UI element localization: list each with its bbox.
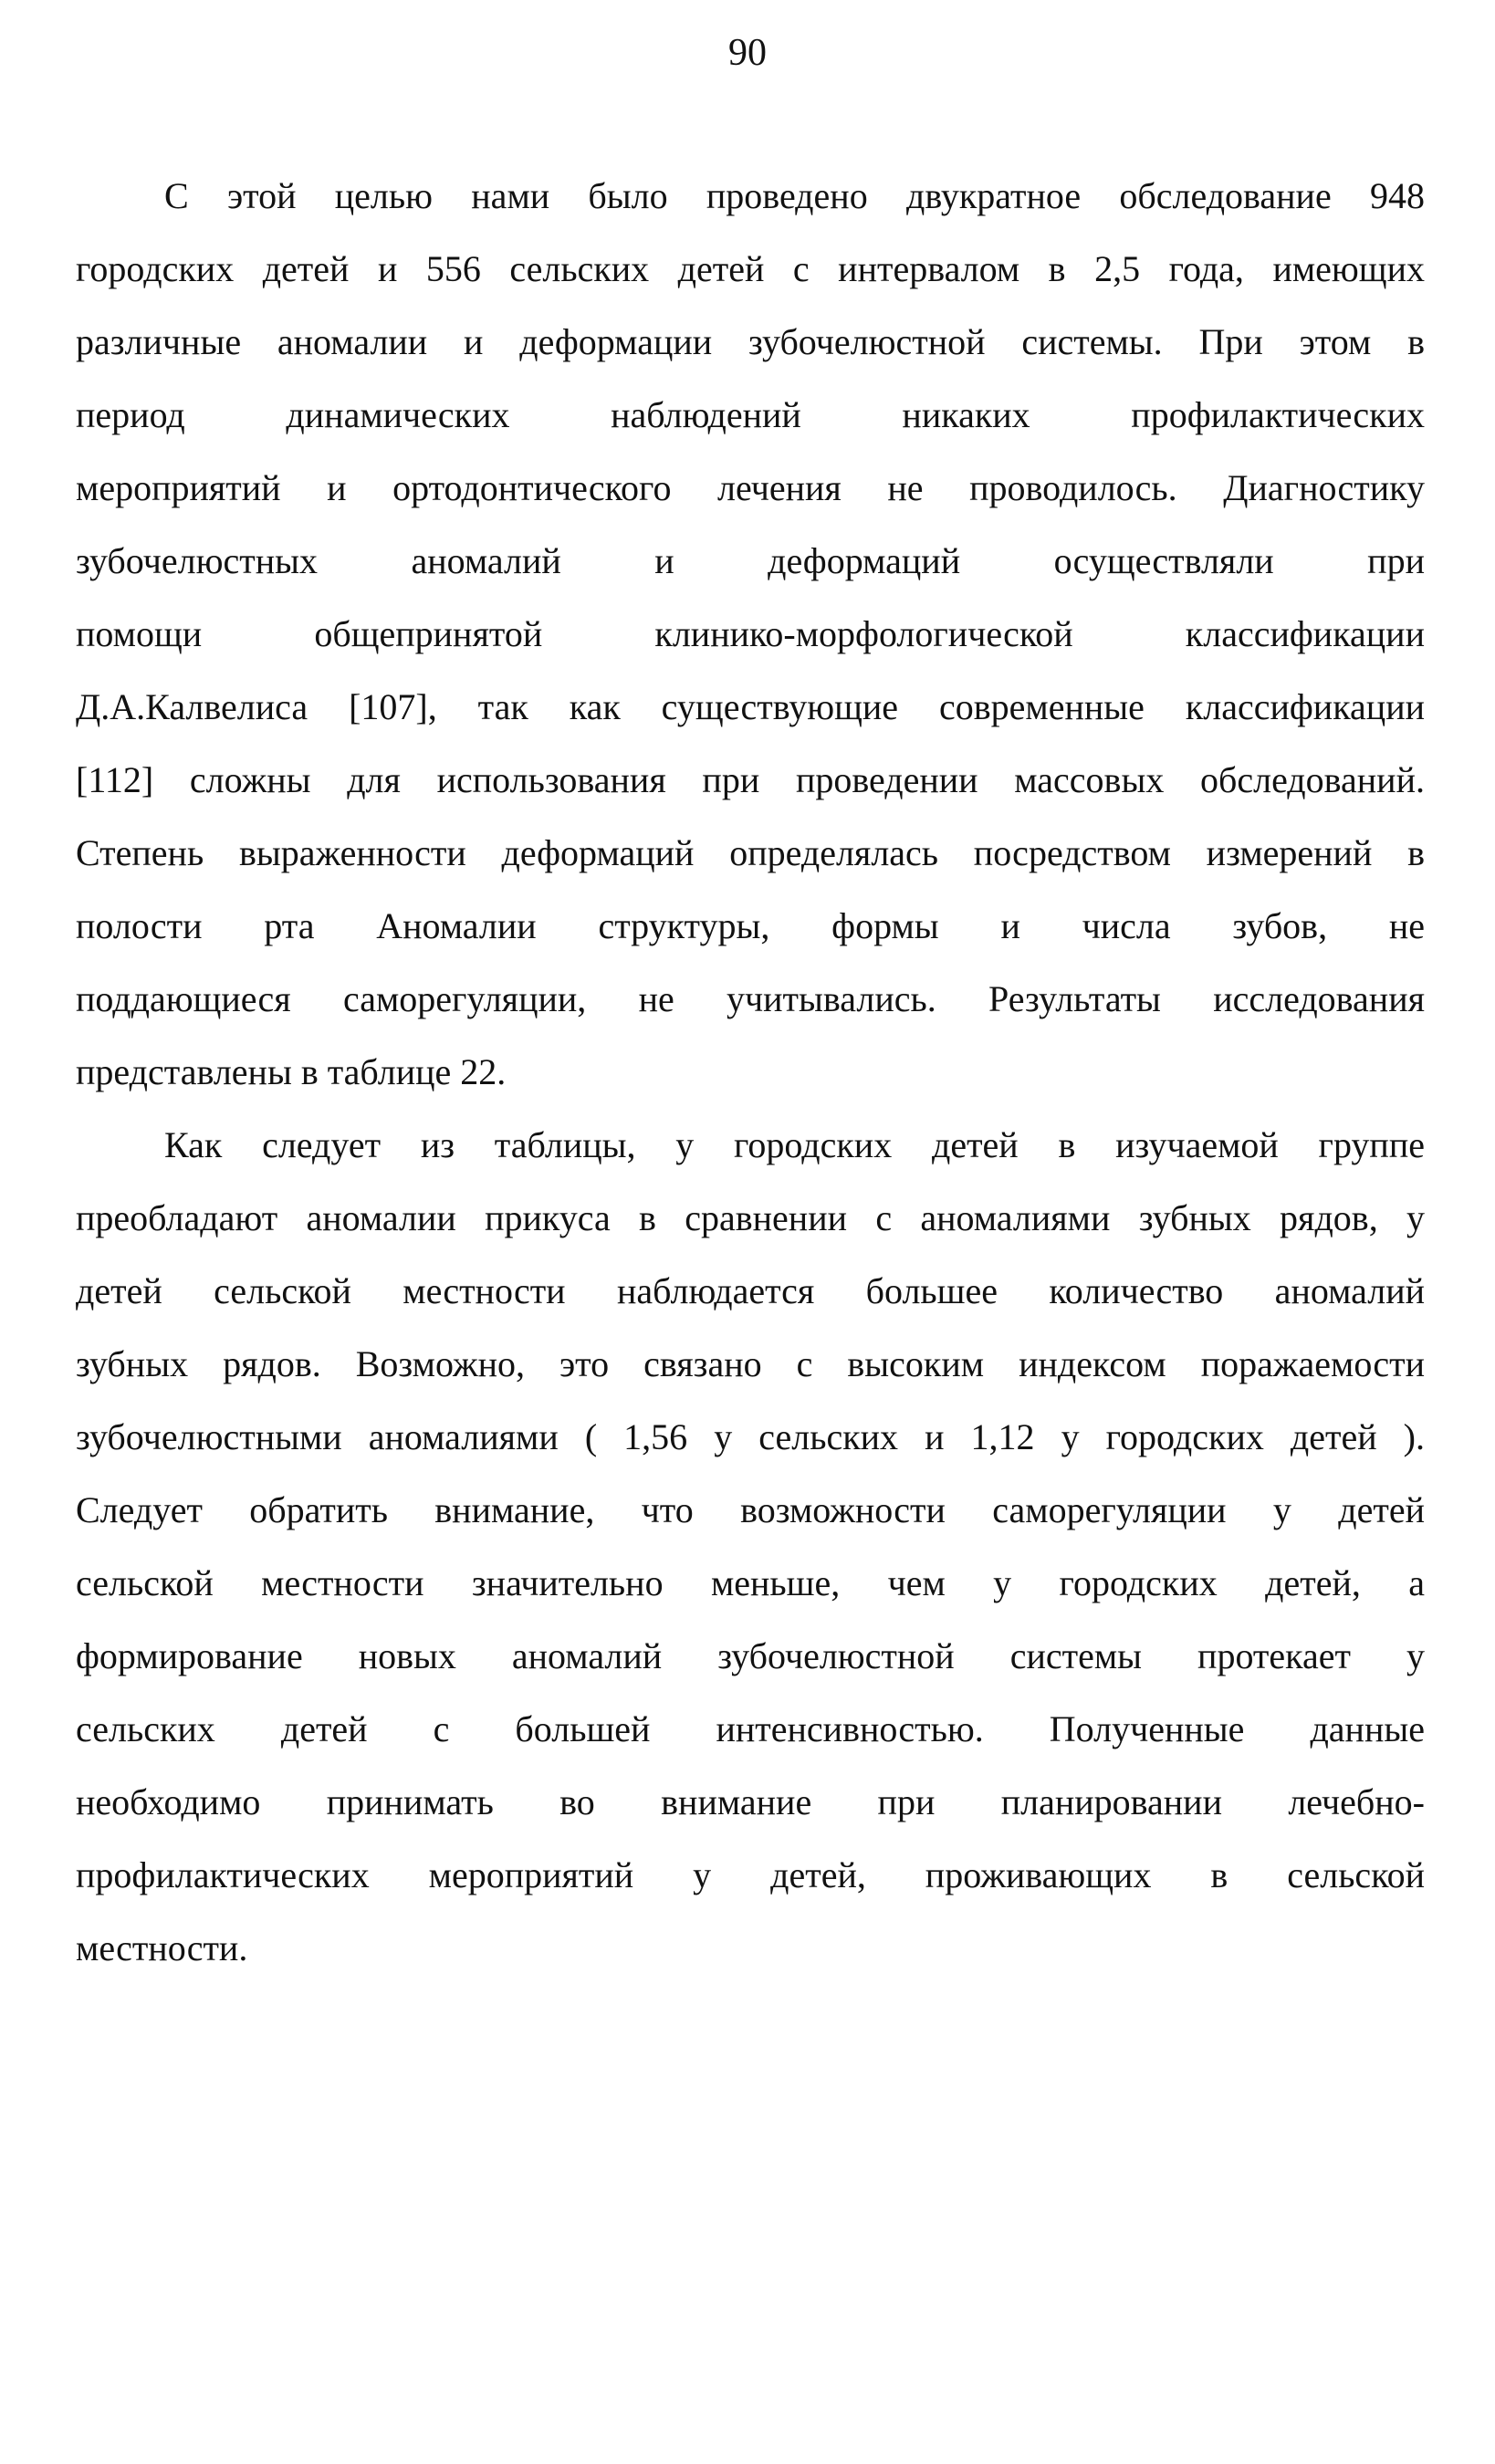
text-line: городских детей и 556 сельских детей с интервалом в 2,5 года, имеющих: [76, 248, 1425, 289]
text-line: различные аномалии и деформации зубочелюстной системы. При этом в: [76, 321, 1425, 362]
text-line: преобладают аномалии прикуса в сравнении с аномалиями зубных рядов, у: [76, 1197, 1425, 1238]
text-line: зубочелюстных аномалий и деформаций осуществляли при: [76, 540, 1425, 581]
text-line: детей сельской местности наблюдается большее количество аномалий: [76, 1270, 1425, 1311]
text-line: Следует обратить внимание, что возможности саморегуляции у детей: [76, 1489, 1425, 1530]
text-line: необходимо принимать во внимание при планировании лечебно-: [76, 1781, 1425, 1822]
text-line: формирование новых аномалий зубочелюстной системы протекает у: [76, 1635, 1425, 1676]
text-line: полости рта Аномалии структуры, формы и числа зубов, не: [76, 905, 1425, 946]
text-line: помощи общепринятой клинико-морфологической классификации: [76, 613, 1425, 654]
text-line: Д.А.Калвелиса [107], так как существующие современные классификации: [76, 686, 1425, 727]
text-line: поддающиеся саморегуляции, не учитывались. Результаты исследования: [76, 978, 1425, 1019]
text-line: С этой целью нами было проведено двукратное обследование 948: [164, 175, 1425, 216]
text-line: Как следует из таблицы, у городских детей в изучаемой группе: [164, 1124, 1425, 1165]
body-text: [76, 167, 1425, 1992]
text-line: местности.: [76, 1927, 248, 1968]
text-line: Степень выраженности деформаций определялась посредством измерений в: [76, 832, 1425, 873]
text-line: период динамических наблюдений никаких профилактических: [76, 394, 1425, 435]
text-line: зубных рядов. Возможно, это связано с высоким индексом поражаемости: [76, 1343, 1425, 1384]
text-line: сельских детей с большей интенсивностью. Полученные данные: [76, 1708, 1425, 1749]
text-line: представлены в таблице 22.: [76, 1051, 507, 1092]
text-line: мероприятий и ортодонтического лечения не проводилось. Диагностику: [76, 467, 1425, 508]
text-line: [112] сложны для использования при проведении массовых обследований.: [76, 759, 1425, 800]
text-line: сельской местности значительно меньше, чем у городских детей, а: [76, 1562, 1425, 1603]
paragraph-2: [76, 1116, 1425, 1992]
page-number: 90: [728, 32, 767, 74]
text-line: зубочелюстными аномалиями ( 1,56 у сельских и 1,12 у городских детей ).: [76, 1416, 1425, 1457]
paragraph-1: [76, 167, 1425, 1116]
text-line: профилактических мероприятий у детей, проживающих в сельской: [76, 1854, 1425, 1895]
